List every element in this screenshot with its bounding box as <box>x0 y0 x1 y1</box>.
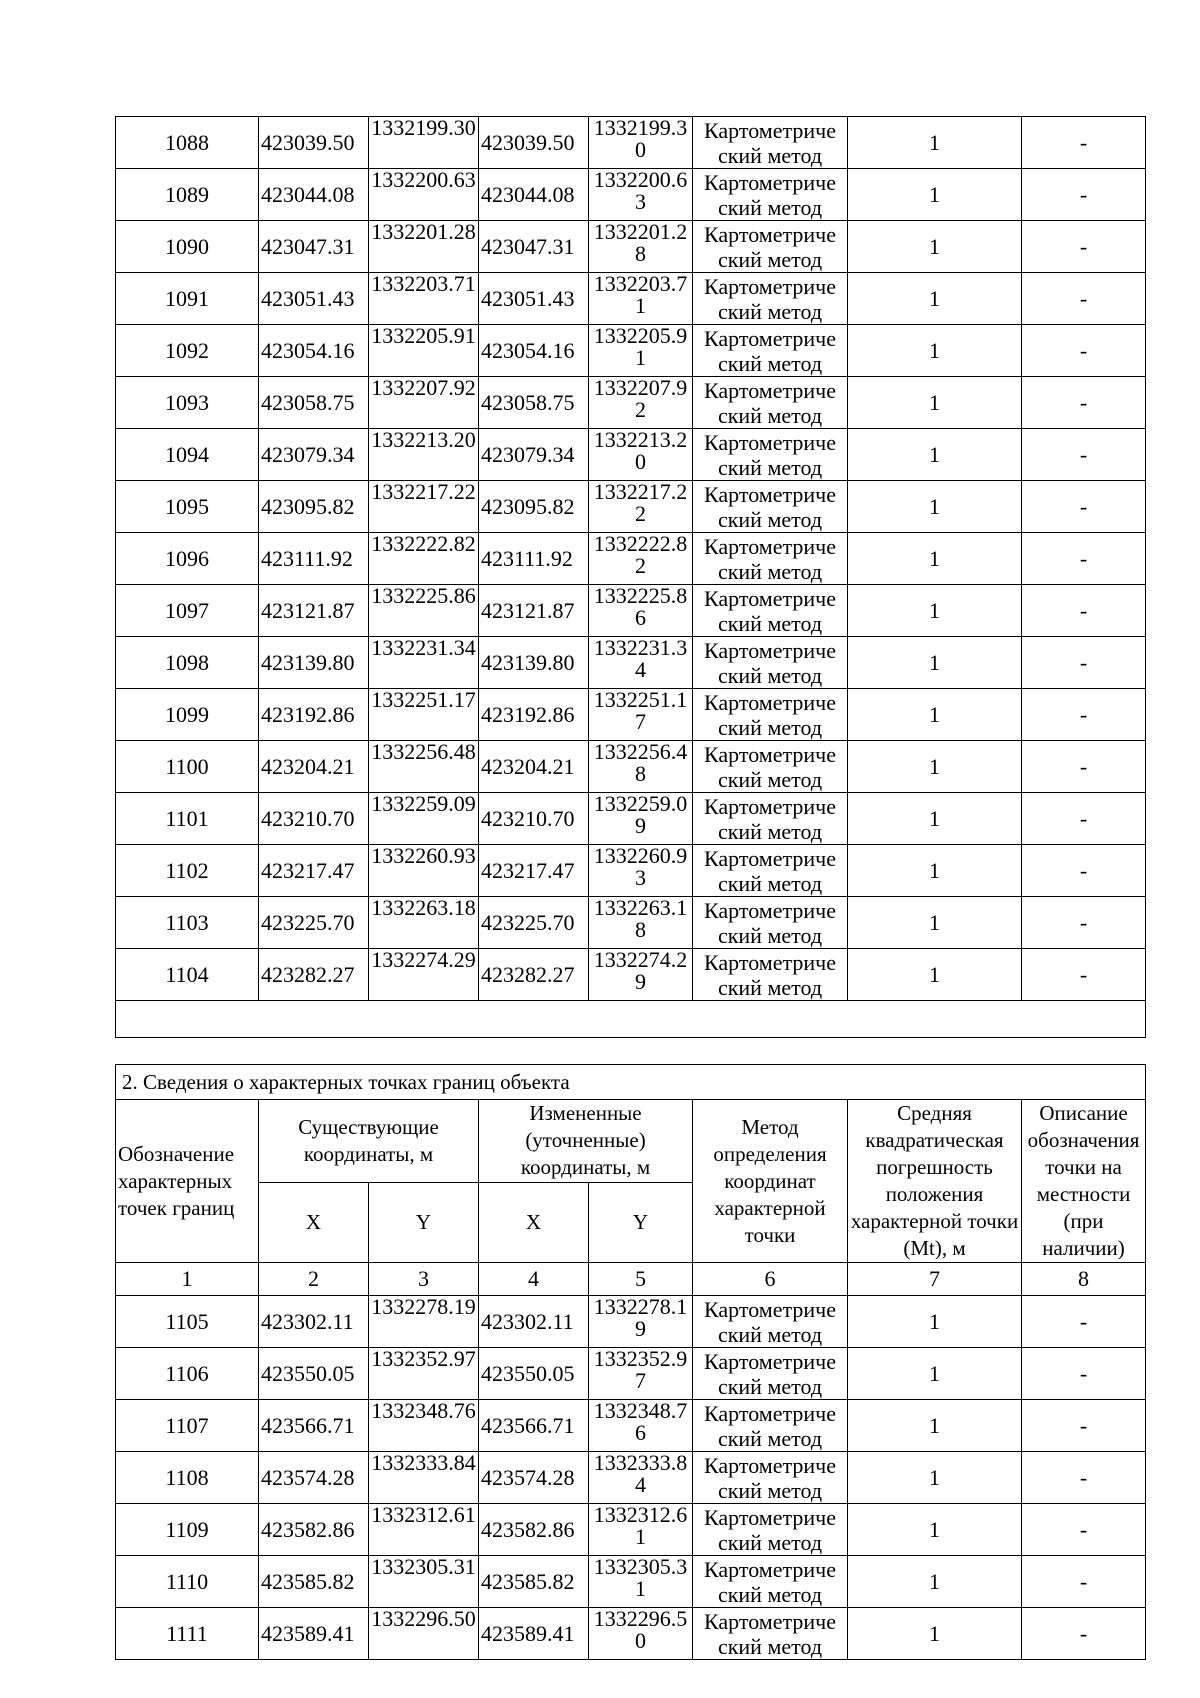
method-line-2: ский метод <box>717 1374 823 1399</box>
column-number: 3 <box>369 1263 479 1296</box>
method <box>693 949 848 1001</box>
section-title: 2. Сведения о характерных точках границ объекта <box>116 1065 1146 1100</box>
method-line-1: Картометриче <box>704 1297 836 1322</box>
existing-x: 423039.50 <box>259 117 369 169</box>
boundary-points-table-continued <box>115 116 1146 1038</box>
point-id: 1106 <box>116 1348 259 1400</box>
column-number: 7 <box>848 1263 1022 1296</box>
changed-y: 1332199.30 <box>589 117 693 169</box>
table-row <box>116 585 1146 637</box>
method-line-2: ский метод <box>717 923 823 948</box>
table2-body <box>116 1296 1146 1660</box>
changed-y: 1332231.34 <box>589 637 693 689</box>
mt-value: 1 <box>848 637 1022 689</box>
changed-x: 423039.50 <box>479 117 589 169</box>
description-value: - <box>1022 221 1146 273</box>
mt-value: 1 <box>848 793 1022 845</box>
description-value: - <box>1022 1400 1146 1452</box>
existing-x: 423550.05 <box>259 1348 369 1400</box>
method <box>693 845 848 897</box>
description-value: - <box>1022 1348 1146 1400</box>
table-row <box>116 741 1146 793</box>
existing-x: 423051.43 <box>259 273 369 325</box>
changed-x: 423095.82 <box>479 481 589 533</box>
method <box>693 1608 848 1660</box>
description-value: - <box>1022 429 1146 481</box>
header-point-description: Описание обозначения точки на местности (при наличии) <box>1022 1100 1146 1263</box>
table-row <box>116 169 1146 221</box>
point-id: 1094 <box>116 429 259 481</box>
point-id: 1102 <box>116 845 259 897</box>
method-line-2: ский метод <box>717 247 823 272</box>
description-value: - <box>1022 377 1146 429</box>
existing-y: 1332256.48 <box>369 741 479 793</box>
changed-y: 1332217.22 <box>589 481 693 533</box>
existing-x: 423217.47 <box>259 845 369 897</box>
table-row <box>116 1452 1146 1504</box>
method <box>693 689 848 741</box>
method-line-1: Картометриче <box>704 378 836 403</box>
method-line-1: Картометриче <box>704 794 836 819</box>
description-value: - <box>1022 1452 1146 1504</box>
description-value: - <box>1022 689 1146 741</box>
changed-x: 423079.34 <box>479 429 589 481</box>
method-line-2: ский метод <box>717 1322 823 1347</box>
method-line-1: Картометриче <box>704 430 836 455</box>
existing-x: 423302.11 <box>259 1296 369 1348</box>
point-id: 1109 <box>116 1504 259 1556</box>
column-number: 2 <box>259 1263 369 1296</box>
table-row <box>116 1504 1146 1556</box>
point-id: 1108 <box>116 1452 259 1504</box>
mt-value: 1 <box>848 1348 1022 1400</box>
empty-cell <box>116 1001 1146 1038</box>
existing-x: 423585.82 <box>259 1556 369 1608</box>
description-value: - <box>1022 637 1146 689</box>
method-line-2: ский метод <box>717 351 823 376</box>
mt-value: 1 <box>848 845 1022 897</box>
changed-y: 1332259.09 <box>589 793 693 845</box>
changed-x: 423566.71 <box>479 1400 589 1452</box>
existing-y: 1332251.17 <box>369 689 479 741</box>
method-line-1: Картометриче <box>704 170 836 195</box>
changed-x: 423582.86 <box>479 1504 589 1556</box>
column-number-row <box>116 1263 1146 1296</box>
table-row <box>116 793 1146 845</box>
point-id: 1093 <box>116 377 259 429</box>
existing-y: 1332348.76 <box>369 1400 479 1452</box>
existing-x: 423044.08 <box>259 169 369 221</box>
existing-y: 1332217.22 <box>369 481 479 533</box>
description-value: - <box>1022 169 1146 221</box>
existing-x: 423225.70 <box>259 897 369 949</box>
method-line-1: Картометриче <box>704 742 836 767</box>
method-line-1: Картометриче <box>704 586 836 611</box>
method-line-1: Картометриче <box>704 846 836 871</box>
method <box>693 533 848 585</box>
existing-y: 1332274.29 <box>369 949 479 1001</box>
description-value: - <box>1022 1608 1146 1660</box>
point-id: 1096 <box>116 533 259 585</box>
existing-x: 423589.41 <box>259 1608 369 1660</box>
existing-x: 423282.27 <box>259 949 369 1001</box>
table-row <box>116 949 1146 1001</box>
table2-header <box>116 1065 1146 1296</box>
changed-y: 1332263.18 <box>589 897 693 949</box>
table-row <box>116 897 1146 949</box>
method-line-1: Картометриче <box>704 1557 836 1582</box>
mt-value: 1 <box>848 533 1022 585</box>
table-row <box>116 221 1146 273</box>
existing-y: 1332199.30 <box>369 117 479 169</box>
method-line-2: ский метод <box>717 871 823 896</box>
method-line-2: ский метод <box>717 767 823 792</box>
changed-y: 1332305.31 <box>589 1556 693 1608</box>
changed-y: 1332312.61 <box>589 1504 693 1556</box>
description-value: - <box>1022 117 1146 169</box>
changed-x: 423204.21 <box>479 741 589 793</box>
header-existing-x: X <box>259 1182 369 1263</box>
changed-y: 1332333.84 <box>589 1452 693 1504</box>
table-row <box>116 429 1146 481</box>
mt-value: 1 <box>848 117 1022 169</box>
mt-value: 1 <box>848 325 1022 377</box>
table-row <box>116 1296 1146 1348</box>
changed-y: 1332348.76 <box>589 1400 693 1452</box>
table-row <box>116 377 1146 429</box>
point-id: 1088 <box>116 117 259 169</box>
point-id: 1099 <box>116 689 259 741</box>
method-line-1: Картометриче <box>704 638 836 663</box>
changed-y: 1332260.93 <box>589 845 693 897</box>
existing-y: 1332207.92 <box>369 377 479 429</box>
point-id: 1110 <box>116 1556 259 1608</box>
existing-y: 1332296.50 <box>369 1608 479 1660</box>
changed-y: 1332225.86 <box>589 585 693 637</box>
description-value: - <box>1022 1556 1146 1608</box>
header-existing-y: Y <box>369 1182 479 1263</box>
header-method: Метод определения координат характерной точки <box>693 1100 848 1263</box>
method-line-2: ский метод <box>717 1634 823 1659</box>
mt-value: 1 <box>848 949 1022 1001</box>
header-changed-coordinates: Измененные (уточненные) координаты, м <box>479 1100 693 1183</box>
method-line-1: Картометриче <box>704 898 836 923</box>
method-line-2: ский метод <box>717 507 823 532</box>
method-line-2: ский метод <box>717 1426 823 1451</box>
existing-y: 1332205.91 <box>369 325 479 377</box>
method <box>693 273 848 325</box>
table-row <box>116 117 1146 169</box>
existing-y: 1332352.97 <box>369 1348 479 1400</box>
existing-x: 423210.70 <box>259 793 369 845</box>
table-row <box>116 1400 1146 1452</box>
changed-x: 423051.43 <box>479 273 589 325</box>
mt-value: 1 <box>848 897 1022 949</box>
existing-y: 1332213.20 <box>369 429 479 481</box>
existing-x: 423139.80 <box>259 637 369 689</box>
existing-x: 423079.34 <box>259 429 369 481</box>
changed-x: 423044.08 <box>479 169 589 221</box>
mt-value: 1 <box>848 1452 1022 1504</box>
method <box>693 1296 848 1348</box>
existing-y: 1332278.19 <box>369 1296 479 1348</box>
method-line-2: ский метод <box>717 299 823 324</box>
method-line-2: ский метод <box>717 1582 823 1607</box>
description-value: - <box>1022 845 1146 897</box>
description-value: - <box>1022 533 1146 585</box>
method-line-2: ский метод <box>717 975 823 1000</box>
method-line-2: ский метод <box>717 1478 823 1503</box>
method-line-1: Картометриче <box>704 1505 836 1530</box>
table1-body <box>116 117 1146 1038</box>
existing-x: 423095.82 <box>259 481 369 533</box>
table-row <box>116 273 1146 325</box>
mt-value: 1 <box>848 689 1022 741</box>
existing-x: 423121.87 <box>259 585 369 637</box>
point-id: 1105 <box>116 1296 259 1348</box>
method-line-2: ский метод <box>717 455 823 480</box>
table-row <box>116 481 1146 533</box>
method-line-1: Картометриче <box>704 118 836 143</box>
method <box>693 1400 848 1452</box>
point-id: 1104 <box>116 949 259 1001</box>
method <box>693 1452 848 1504</box>
existing-y: 1332201.28 <box>369 221 479 273</box>
method <box>693 325 848 377</box>
existing-x: 423582.86 <box>259 1504 369 1556</box>
mt-value: 1 <box>848 481 1022 533</box>
point-id: 1090 <box>116 221 259 273</box>
header-changed-y: Y <box>589 1182 693 1263</box>
changed-x: 423121.87 <box>479 585 589 637</box>
method <box>693 741 848 793</box>
changed-x: 423217.47 <box>479 845 589 897</box>
description-value: - <box>1022 585 1146 637</box>
existing-x: 423047.31 <box>259 221 369 273</box>
point-id: 1091 <box>116 273 259 325</box>
method <box>693 1504 848 1556</box>
existing-y: 1332260.93 <box>369 845 479 897</box>
method <box>693 793 848 845</box>
method-line-2: ский метод <box>717 143 823 168</box>
method-line-1: Картометриче <box>704 1349 836 1374</box>
method <box>693 897 848 949</box>
changed-x: 423111.92 <box>479 533 589 585</box>
method <box>693 1556 848 1608</box>
description-value: - <box>1022 1504 1146 1556</box>
changed-x: 423589.41 <box>479 1608 589 1660</box>
changed-x: 423139.80 <box>479 637 589 689</box>
existing-y: 1332305.31 <box>369 1556 479 1608</box>
changed-x: 423302.11 <box>479 1296 589 1348</box>
changed-y: 1332274.29 <box>589 949 693 1001</box>
method <box>693 481 848 533</box>
existing-x: 423058.75 <box>259 377 369 429</box>
method-line-2: ский метод <box>717 1530 823 1555</box>
changed-y: 1332251.17 <box>589 689 693 741</box>
changed-y: 1332207.92 <box>589 377 693 429</box>
point-id: 1111 <box>116 1608 259 1660</box>
description-value: - <box>1022 481 1146 533</box>
mt-value: 1 <box>848 1608 1022 1660</box>
existing-x: 423574.28 <box>259 1452 369 1504</box>
existing-y: 1332312.61 <box>369 1504 479 1556</box>
existing-x: 423111.92 <box>259 533 369 585</box>
mt-value: 1 <box>848 1400 1022 1452</box>
description-value: - <box>1022 273 1146 325</box>
changed-y: 1332201.28 <box>589 221 693 273</box>
point-id: 1103 <box>116 897 259 949</box>
changed-y: 1332278.19 <box>589 1296 693 1348</box>
existing-y: 1332203.71 <box>369 273 479 325</box>
method-line-2: ский метод <box>717 559 823 584</box>
existing-y: 1332200.63 <box>369 169 479 221</box>
existing-y: 1332231.34 <box>369 637 479 689</box>
description-value: - <box>1022 897 1146 949</box>
changed-y: 1332222.82 <box>589 533 693 585</box>
existing-y: 1332222.82 <box>369 533 479 585</box>
method-line-1: Картометриче <box>704 222 836 247</box>
method-line-1: Картометриче <box>704 1609 836 1634</box>
method-line-2: ский метод <box>717 403 823 428</box>
changed-x: 423192.86 <box>479 689 589 741</box>
mt-value: 1 <box>848 169 1022 221</box>
changed-x: 423058.75 <box>479 377 589 429</box>
method-line-2: ский метод <box>717 663 823 688</box>
description-value: - <box>1022 949 1146 1001</box>
column-number: 8 <box>1022 1263 1146 1296</box>
table-row <box>116 637 1146 689</box>
column-number: 5 <box>589 1263 693 1296</box>
changed-y: 1332296.50 <box>589 1608 693 1660</box>
existing-y: 1332225.86 <box>369 585 479 637</box>
changed-x: 423225.70 <box>479 897 589 949</box>
description-value: - <box>1022 741 1146 793</box>
method <box>693 429 848 481</box>
mt-value: 1 <box>848 377 1022 429</box>
changed-y: 1332203.71 <box>589 273 693 325</box>
changed-y: 1332256.48 <box>589 741 693 793</box>
existing-x: 423204.21 <box>259 741 369 793</box>
description-value: - <box>1022 325 1146 377</box>
mt-value: 1 <box>848 1556 1022 1608</box>
header-existing-coordinates: Существующие координаты, м <box>259 1100 479 1183</box>
method-line-1: Картометриче <box>704 534 836 559</box>
column-number: 6 <box>693 1263 848 1296</box>
method-line-1: Картометриче <box>704 1401 836 1426</box>
mt-value: 1 <box>848 585 1022 637</box>
table-row <box>116 689 1146 741</box>
method-line-1: Картометриче <box>704 326 836 351</box>
changed-x: 423054.16 <box>479 325 589 377</box>
changed-x: 423585.82 <box>479 1556 589 1608</box>
table-row <box>116 1556 1146 1608</box>
method <box>693 221 848 273</box>
existing-x: 423566.71 <box>259 1400 369 1452</box>
existing-y: 1332333.84 <box>369 1452 479 1504</box>
mt-value: 1 <box>848 221 1022 273</box>
point-id: 1089 <box>116 169 259 221</box>
changed-x: 423550.05 <box>479 1348 589 1400</box>
boundary-points-table-section-2 <box>115 1064 1146 1660</box>
point-id: 1092 <box>116 325 259 377</box>
method-line-1: Картометриче <box>704 1453 836 1478</box>
mt-value: 1 <box>848 273 1022 325</box>
mt-value: 1 <box>848 1504 1022 1556</box>
table-row <box>116 845 1146 897</box>
changed-x: 423047.31 <box>479 221 589 273</box>
existing-y: 1332263.18 <box>369 897 479 949</box>
point-id: 1097 <box>116 585 259 637</box>
existing-y: 1332259.09 <box>369 793 479 845</box>
description-value: - <box>1022 793 1146 845</box>
table-row <box>116 533 1146 585</box>
mt-value: 1 <box>848 1296 1022 1348</box>
changed-x: 423210.70 <box>479 793 589 845</box>
method <box>693 1348 848 1400</box>
method-line-1: Картометриче <box>704 274 836 299</box>
method <box>693 377 848 429</box>
changed-x: 423574.28 <box>479 1452 589 1504</box>
method-line-2: ский метод <box>717 715 823 740</box>
mt-value: 1 <box>848 741 1022 793</box>
method <box>693 585 848 637</box>
point-id: 1098 <box>116 637 259 689</box>
method <box>693 117 848 169</box>
changed-y: 1332200.63 <box>589 169 693 221</box>
method-line-2: ский метод <box>717 611 823 636</box>
changed-y: 1332352.97 <box>589 1348 693 1400</box>
point-id: 1101 <box>116 793 259 845</box>
column-number: 4 <box>479 1263 589 1296</box>
changed-y: 1332213.20 <box>589 429 693 481</box>
method-line-1: Картометриче <box>704 690 836 715</box>
method-line-2: ский метод <box>717 195 823 220</box>
existing-x: 423054.16 <box>259 325 369 377</box>
existing-x: 423192.86 <box>259 689 369 741</box>
method-line-1: Картометриче <box>704 950 836 975</box>
point-id: 1107 <box>116 1400 259 1452</box>
mt-value: 1 <box>848 429 1022 481</box>
column-number: 1 <box>116 1263 259 1296</box>
method-line-2: ский метод <box>717 819 823 844</box>
point-id: 1100 <box>116 741 259 793</box>
header-changed-x: X <box>479 1182 589 1263</box>
table-row <box>116 325 1146 377</box>
header-designation: Обозначение характерных точек границ <box>116 1100 259 1263</box>
method <box>693 637 848 689</box>
header-mean-square-error: Средняя квадратическая погрешность положения характерной точки (Mt), м <box>848 1100 1022 1263</box>
method-line-1: Картометриче <box>704 482 836 507</box>
table-row-empty <box>116 1001 1146 1038</box>
changed-x: 423282.27 <box>479 949 589 1001</box>
changed-y: 1332205.91 <box>589 325 693 377</box>
point-id: 1095 <box>116 481 259 533</box>
table-row <box>116 1348 1146 1400</box>
description-value: - <box>1022 1296 1146 1348</box>
method <box>693 169 848 221</box>
table-row <box>116 1608 1146 1660</box>
